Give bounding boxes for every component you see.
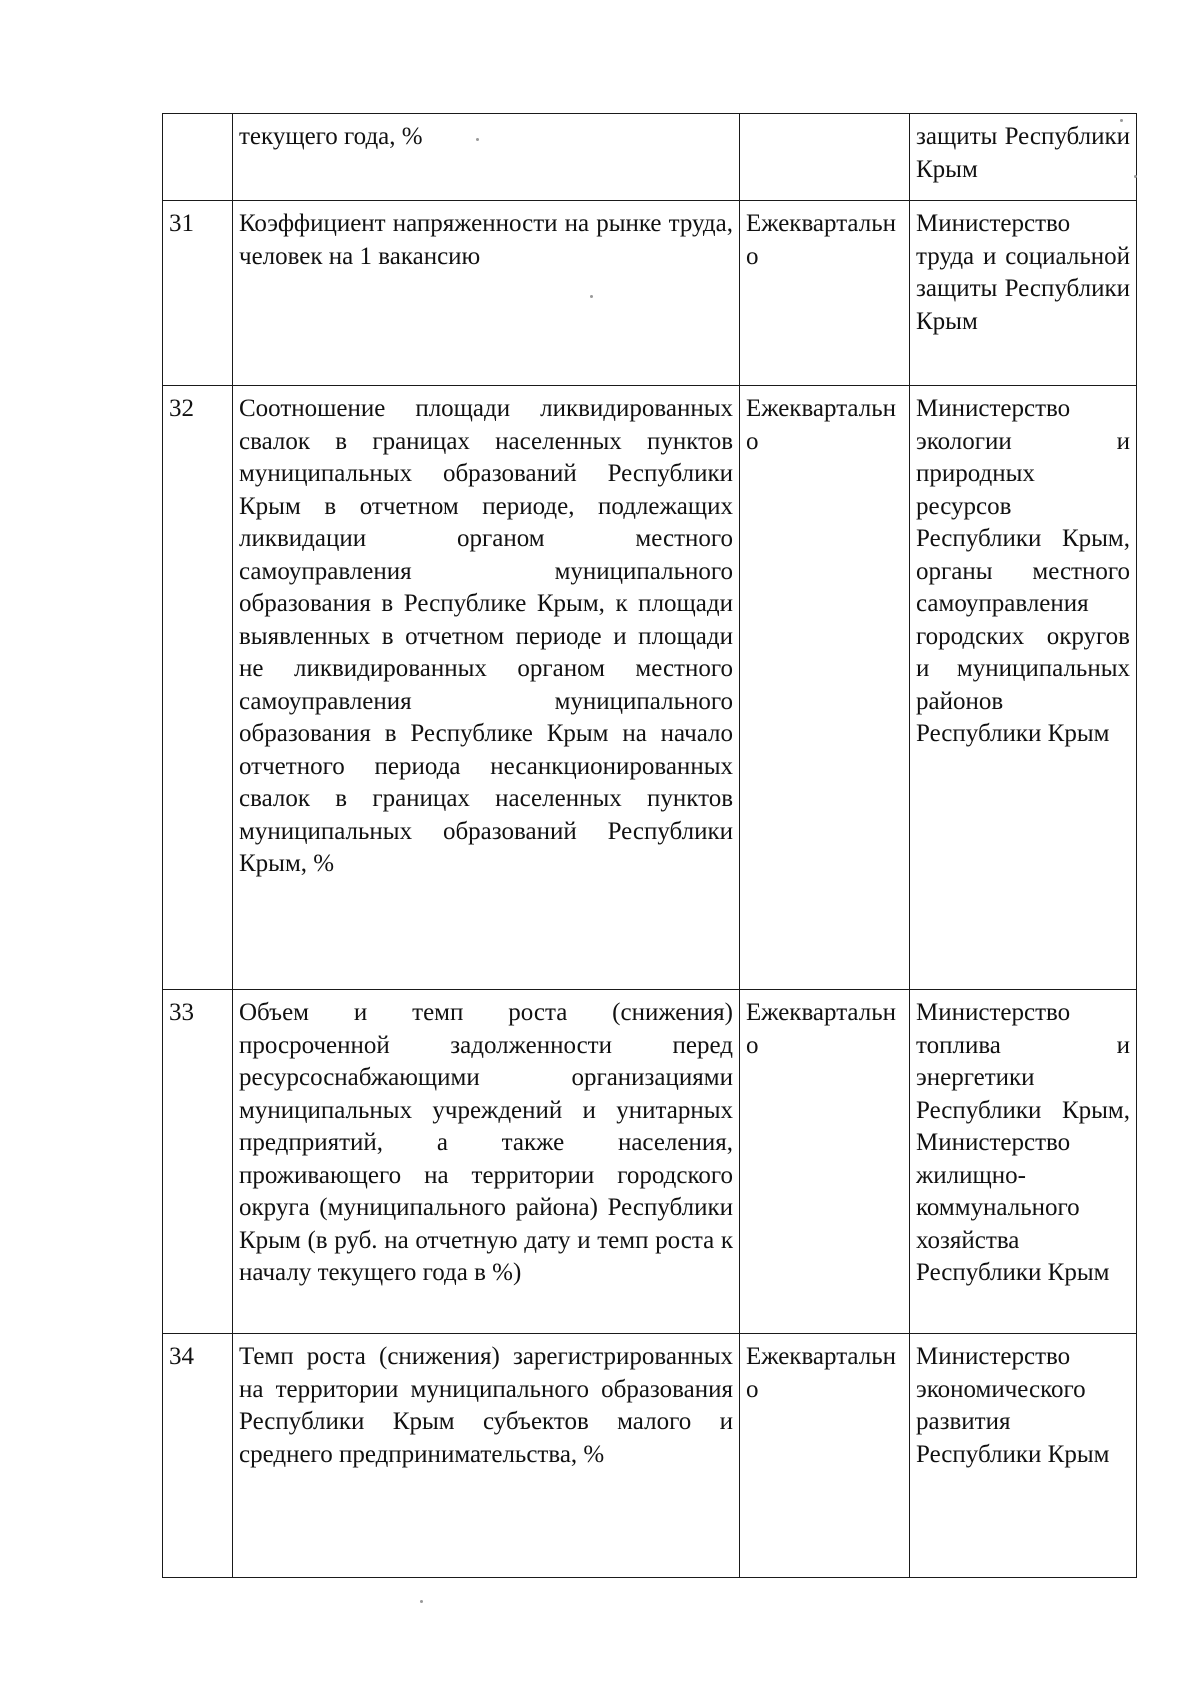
scan-speck bbox=[1120, 119, 1123, 122]
periodicity-cell: Ежеквартально bbox=[740, 201, 910, 386]
table-row bbox=[163, 990, 1137, 1334]
responsible-cell: Министерство экологии и природных ресурсов Республики Крым, органы местного самоуправления городских округов и муниципальных районов Республики Крым bbox=[910, 386, 1137, 990]
indicators-table bbox=[162, 113, 1137, 1578]
indicator-cell: текущего года, % bbox=[233, 114, 740, 201]
periodicity-cell: Ежеквартально bbox=[740, 1334, 910, 1578]
table-row bbox=[163, 114, 1137, 201]
periodicity-cell bbox=[740, 114, 910, 201]
periodicity-cell: Ежеквартально bbox=[740, 386, 910, 990]
scan-speck bbox=[476, 138, 479, 141]
row-number: 33 bbox=[163, 990, 233, 1334]
table-row bbox=[163, 1334, 1137, 1578]
responsible-cell: Министерство труда и социальной защиты Республики Крым bbox=[910, 201, 1137, 386]
responsible-cell: Министерство экономического развития Республики Крым bbox=[910, 1334, 1137, 1578]
row-number: 34 bbox=[163, 1334, 233, 1578]
responsible-cell: защиты Республики Крым bbox=[910, 114, 1137, 201]
row-number: 32 bbox=[163, 386, 233, 990]
periodicity-cell: Ежеквартально bbox=[740, 990, 910, 1334]
scan-speck bbox=[1134, 175, 1137, 178]
responsible-cell: Министерство топлива и энергетики Республики Крым, Министерство жилищно-коммунального хозяйства Республики Крым bbox=[910, 990, 1137, 1334]
scan-speck bbox=[420, 1600, 423, 1603]
scan-speck bbox=[590, 295, 593, 298]
indicator-cell: Коэффициент напряженности на рынке труда, человек на 1 вакансию bbox=[233, 201, 740, 386]
indicator-cell: Темп роста (снижения) зарегистрированных на территории муниципального образования Республики Крым субъектов малого и среднего предпринимательства, % bbox=[233, 1334, 740, 1578]
row-number: 31 bbox=[163, 201, 233, 386]
indicator-cell: Объем и темп роста (снижения) просроченной задолженности перед ресурсоснабжающими организациями муниципальных учреждений и унитарных предприятий, а также населения, проживающего на территории городского округа (муниципального района) Республики Крым (в руб. на отчетную дату и темп роста к началу текущего года в %) bbox=[233, 990, 740, 1334]
table-row bbox=[163, 201, 1137, 386]
table-row bbox=[163, 386, 1137, 990]
indicator-cell: Соотношение площади ликвидированных свалок в границах населенных пунктов муниципальных образований Республики Крым в отчетном периоде, подлежащих ликвидации органом местного самоуправления муниципального образования в Республике Крым, к площади выявленных в отчетном периоде и площади не ликвидированных органом местного самоуправления муниципального образования в Республике Крым на начало отчетного периода несанкционированных свалок в границах населенных пунктов муниципальных образований Республики Крым, % bbox=[233, 386, 740, 990]
row-number bbox=[163, 114, 233, 201]
